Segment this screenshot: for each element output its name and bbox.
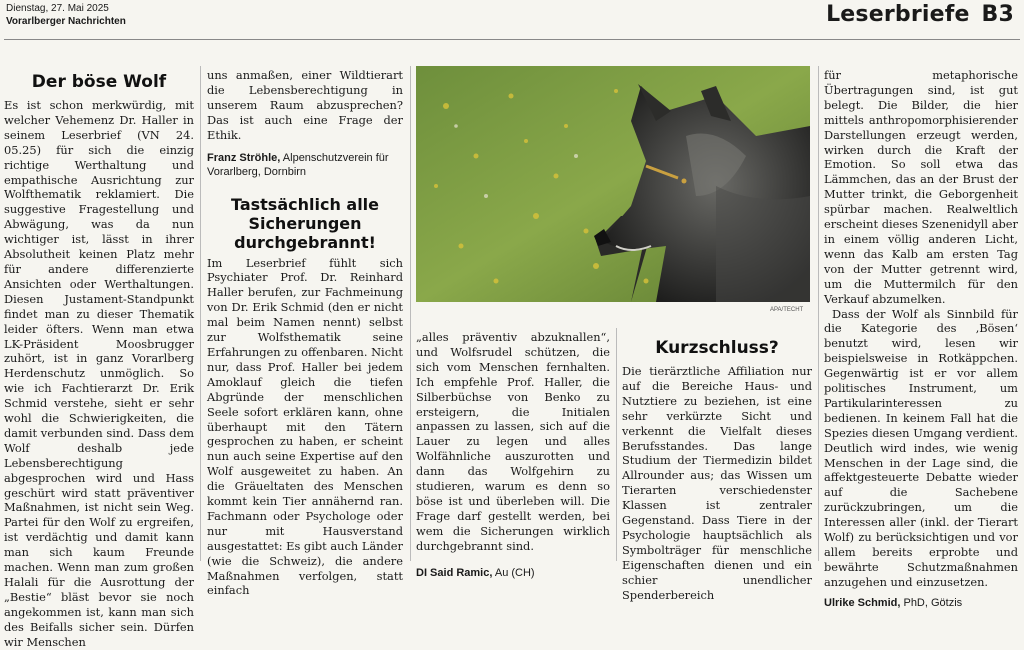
section-name: Leserbriefe xyxy=(826,2,970,27)
article-3-headline: Kurzschluss? xyxy=(655,338,779,358)
article-3-continuation-1: für metaphorische Übertragungen sind, ist gut belegt. Die Bilder, die hier mittels anthropomorphisierender Darstellungen erzeugt werden, wirken durch die Kraft der Emotion. So soll etwa das Lämmchen, das an der Brust der Mutter trinkt, die Geborgenheit spürbar machen. Realweltlich erscheint dieses Szenenidyll aber in einem völlig anderen Licht, wenn das Kalb am ersten Tag von der Mutter getrennt wird, um die Muttermilch für den Verkauf abzumelken. xyxy=(824,68,1018,306)
article-1-headline: Der böse Wolf xyxy=(31,72,167,92)
article-1-author: Franz Ströhle, xyxy=(207,151,281,164)
article-2-author: DI Said Ramic, xyxy=(416,566,493,579)
column-divider xyxy=(200,66,201,561)
article-1-body: Es ist schon merkwürdig, mit welcher Vehemenz Dr. Haller in seinem Leserbrief (VN 24. 05.25) für sich die einzig richtige Werthaltung und empathische Ausrichtung zur Wolfthematik reklamiert. Die suggestive Fragestellung und Abwägung, was da nun wichtiger ist, lässt in ihrer Absolutheit keinen Platz mehr für andere differenzierte Ansichten oder Werthaltungen. Diesen Justament-Standpunkt findet man zu dieser Thematik leider öfters. Wenn man etwa LK-Präsident Moosbrugger zuhört, ist in ganz Vorarlberg Herdenschutz unmöglich. So wie ich Fachtierarzt Dr. Erik Schmid verstehe, sieht er sehr wohl die Schwierigkeiten, die damit verbunden sind. Dass dem Wolf deshalb jede Lebensberechtigung abgesprochen wird und Hass geschürt wird statt präventiver Maßnahmen, ist nicht sein Weg. Partei für den Wolf zu ergreifen, ist verdächtig und damit kann man sich kaum Freunde machen. Wenn man zum großen Halali für die Ausrottung der „Bestie“ bläst bevor sie noch angekommen ist, kann man sich des Beifalls sicher sein. Dürfen wir Menschen xyxy=(4,98,194,649)
article-3-author-detail: PhD, Götzis xyxy=(900,596,963,609)
article-2-author-detail: Au (CH) xyxy=(492,566,535,579)
column-divider xyxy=(410,66,411,561)
newspaper-name: Vorarlberger Nachrichten xyxy=(6,16,126,27)
section-title xyxy=(826,2,1014,27)
article-3-body: Die tierärztliche Affiliation nur auf die Bereiche Haus- und Nutztiere zu beziehen, ist eine sehr verkürzte Sicht und verkennt die Vielfalt dieses Berufsstandes. Das lange Studium der Tiermedizin bildet Allrounder aus; das Wissen um Tierarten verschiedenster Klassen ist zentraler Gegenstand. Dass Tiere in der Psychologie hauptsächlich als Symbolträger für menschliche Eigenschaften dienen und ein schier unendlicher Spenderbereich xyxy=(622,364,812,602)
issue-date: Dienstag, 27. Mai 2025 xyxy=(6,3,109,14)
article-2-body: Im Leserbrief fühlt sich Psychiater Prof. Dr. Reinhard Haller berufen, zur Fachmeinung von Dr. Erik Schmid (den er nicht mal beim Namen nennt) selbst zur Wolfsthematik seine Erfahrungen zu offenbaren. Nicht nur, dass Prof. Haller bei jedem Amoklauf gleich die tiefen Abgründe der menschlichen Seele sofort erklären kann, ohne überhaupt mit den Tätern gesprochen zu haben, er scheint nun auch seine Expertise auf den Wolf ausgeweitet zu haben. An die Gräueltaten des Menschen kommt kein Tier annähernd ran. Fachmann oder Psychologe oder nur mit Hausverstand ausgestattet: Es gibt auch Länder (wie die Schweiz), die andere Maßnahmen verfolgen, statt einfach xyxy=(207,255,403,598)
column-2 xyxy=(207,68,403,598)
article-1-author-detail: Alpenschutzverein für Vorarlberg, Dornbirn xyxy=(207,151,389,178)
article-2-headline: Tastsächlich alle Sicherungen durchgebrannt! xyxy=(230,194,380,252)
article-3-continuation-2: Dass der Wolf als Sinnbild für die Kategorie des ‚Bösen‘ benutzt wird, lesen wir beispielsweise in Rotkäppchen. Gegenwärtig ist er vor allem politisches Instrument, um Partikularinteressen zu bedienen. In keinem Fall hat die Spezies diesen Umgang verdient. Deutlich wird indes, wie wenig Menschen in der Lage sind, die affektgesteuerte Debatte wieder auf die Sachebene zurückzubringen, um die Interessen aller (inkl. der Tierart Wolf) zu berücksichtigen und vor allem bereits erprobte und bewährte Schutzmaßnahmen anzugehen und einzusetzen. xyxy=(824,306,1018,589)
article-3-signature xyxy=(824,596,1018,610)
article-3-author: Ulrike Schmid, xyxy=(824,596,901,609)
article-2-continuation-col xyxy=(416,330,610,580)
wolf-image xyxy=(416,66,810,302)
header-rule xyxy=(4,39,1020,40)
article-2-continuation: „alles präventiv abzuknallen“, und Wolfsrudel schützen, die sich vom Menschen fernhalten. Ich empfehle Prof. Haller, die Silberbüchse von Benko zu ersteigern, die Initialen anpassen zu lassen, sich auf die Lauer zu legen und alles Wolfähnliche auszurotten und dann das Wolfgehirn zu studieren, warum es denn so böse ist und überleben will. Die Frage darf gestellt werden, bei wem die Sicherungen wirklich durchgebrannt sind. xyxy=(416,330,610,553)
article-1-continuation: uns anmaßen, einer Wildtierart die Lebensberechtigung in unserem Raum abzusprechen? Das ist auch eine Frage der Ethik. xyxy=(207,68,403,142)
page-number: B3 xyxy=(981,2,1014,27)
column-divider xyxy=(818,66,819,561)
wolf-photo xyxy=(416,66,810,302)
column-divider xyxy=(616,328,617,561)
article-3 xyxy=(622,338,812,603)
photo-credit: APA/TECHT xyxy=(770,307,804,313)
article-1-signature xyxy=(207,151,403,179)
article-3-continuation-col xyxy=(824,68,1018,610)
article-1 xyxy=(4,72,194,650)
